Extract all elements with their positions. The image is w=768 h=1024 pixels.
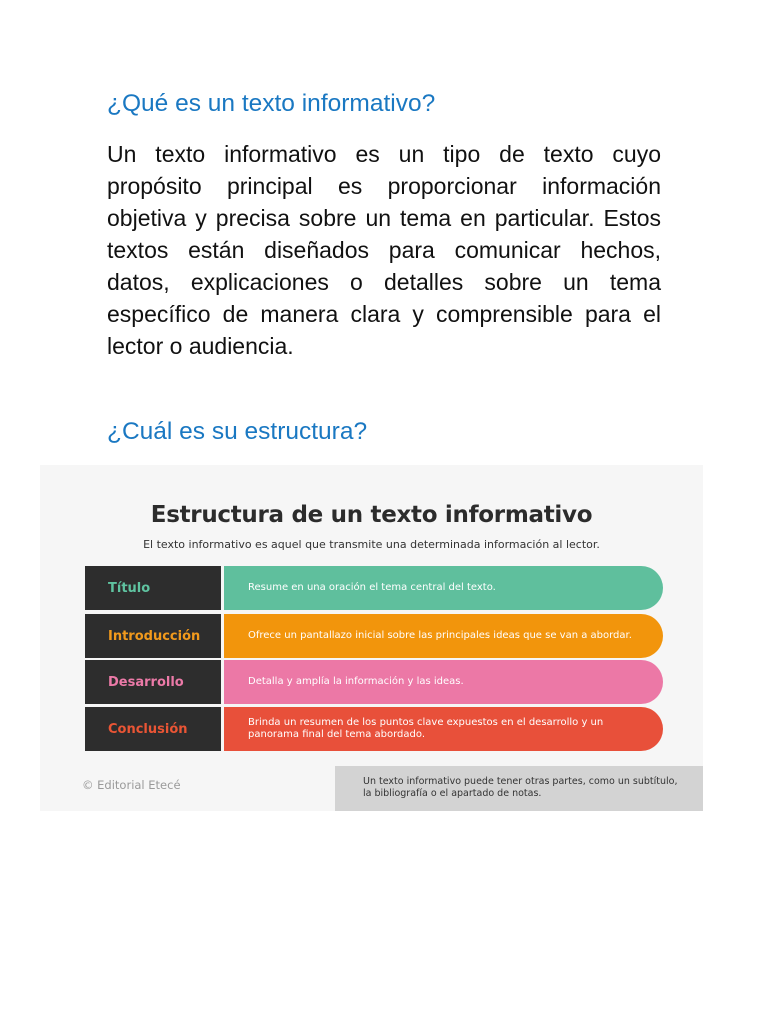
structure-infographic [40, 465, 703, 811]
row-label: Desarrollo [85, 660, 221, 704]
row-label: Introducción [85, 614, 221, 658]
row-label: Título [85, 566, 221, 610]
row-label: Conclusión [85, 707, 221, 751]
definition-paragraph: Un texto informativo es un tipo de texto cuyo propósito principal es proporcionar información objetiva y precisa sobre un tema en particular. Estos textos están diseñados para comunicar hechos, datos, explicaciones o detalles sobre un tema específico de manera clara y comprensible para el lector o audiencia. [107, 141, 661, 359]
row-desarrollo [85, 660, 663, 704]
heading-structure: ¿Cuál es su estructura? [107, 418, 368, 445]
heading-what-is: ¿Qué es un texto informativo? [107, 90, 436, 117]
row-conclusion [85, 707, 663, 751]
row-titulo [85, 566, 663, 610]
row-description: Brinda un resumen de los puntos clave expuestos en el desarrollo y un panorama final del tema abordado. [224, 707, 663, 751]
publisher-credit: © Editorial Etecé [82, 778, 181, 792]
row-description: Resume en una oración el tema central del texto. [224, 566, 663, 610]
row-introduccion [85, 614, 663, 658]
row-description: Detalla y amplía la información y las ideas. [224, 660, 663, 704]
infographic-title: Estructura de un texto informativo [150, 502, 593, 528]
footnote-box: Un texto informativo puede tener otras partes, como un subtítulo, la bibliografía o el apartado de notas. [335, 766, 703, 811]
infographic-subtitle: El texto informativo es aquel que transmite una determinada información al lector. [143, 538, 600, 551]
row-description: Ofrece un pantallazo inicial sobre las principales ideas que se van a abordar. [224, 614, 663, 658]
